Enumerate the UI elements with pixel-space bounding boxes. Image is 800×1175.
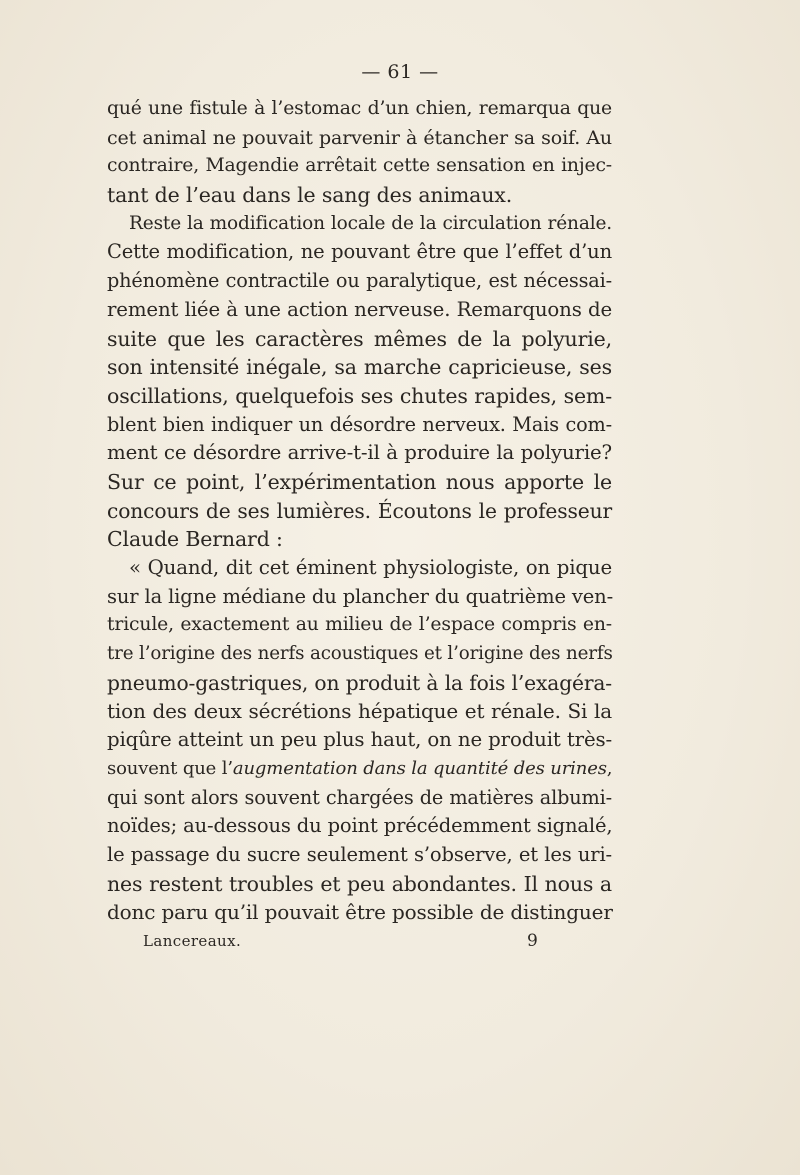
text-line	[107, 325, 612, 354]
text-line-content: concours de ses lumières. Écoutons le professeur	[107, 498, 612, 523]
text-line-content: donc paru qu’il pouvait être possible de distinguer	[107, 900, 613, 925]
text-line	[107, 784, 612, 813]
text-line	[107, 497, 612, 526]
text-line-content: qui sont alors souvent chargées de matières albumi-	[107, 785, 612, 809]
text-line	[107, 525, 612, 554]
text-line-content: piqûre atteint un peu plus haut, on ne produit très-	[107, 728, 612, 752]
text-line-content: contraire, Magendie arrêtait cette sensation en injec-	[107, 155, 612, 177]
text-line	[107, 812, 612, 841]
text-line	[107, 152, 612, 181]
text-line	[107, 124, 612, 153]
text-line-content: Cette modification, ne pouvant être que l’effet d’un	[107, 240, 612, 264]
text-line-content: phénomène contractile ou paralytique, est nécessai-	[107, 269, 612, 293]
text-line-content: Sur ce point, l’expérimentation nous apporte le	[107, 469, 612, 494]
text-line-content: tant de l’eau dans le sang des animaux.	[107, 183, 513, 208]
text-line-content: sur la ligne médiane du plancher du quatrième ven-	[107, 584, 614, 608]
text-line	[107, 181, 612, 210]
text-line-content: oscillations, quelquefois ses chutes rapides, sem-	[107, 383, 612, 408]
text-line	[107, 267, 612, 296]
text-line-content: son intensité inégale, sa marche capricieuse, ses	[107, 355, 612, 380]
text-line	[107, 238, 612, 267]
text-line-content: suite que les caractères mêmes de la polyurie,	[107, 326, 612, 351]
text-line	[107, 95, 612, 124]
text-line	[107, 870, 612, 899]
text-line	[107, 726, 612, 755]
text-line	[107, 554, 612, 583]
text-line-content: Reste la modification locale de la circulation rénale.	[129, 212, 612, 234]
italic-phrase: augmentation dans la quantité des urines	[232, 757, 607, 779]
text-line	[107, 898, 612, 927]
text-line	[107, 697, 612, 726]
text-line-content: nes restent troubles et peu abondantes. Il nous a	[107, 871, 612, 896]
text-line-tail: ,	[606, 757, 613, 779]
text-line	[107, 210, 612, 239]
text-line	[107, 411, 612, 440]
text-line-content: rement liée à une action nerveuse. Remarquons de	[107, 297, 612, 321]
text-line	[107, 296, 612, 325]
text-line-content: tre l’origine des nerfs acoustiques et l’origine des nerfs	[107, 643, 613, 665]
text-line	[107, 439, 612, 468]
text-line	[107, 583, 612, 612]
text-line	[107, 353, 612, 382]
text-line-content: blent bien indiquer un désordre nerveux. Mais com-	[107, 412, 612, 436]
text-line-content: le passage du sucre seulement s’observe, et les uri-	[107, 842, 612, 866]
text-line-content: tricule, exactement au milieu de l’espace compris en-	[107, 614, 612, 636]
text-line-content: pneumo-gastriques, on produit à la fois l’exagéra-	[107, 670, 612, 695]
text-line	[107, 382, 612, 411]
footer-author: Lancereaux.	[143, 932, 242, 950]
text-line	[107, 755, 612, 784]
text-line	[107, 611, 612, 640]
text-line-content: qué une fistule à l’estomac d’un chien, remarqua que	[107, 98, 612, 119]
text-line	[107, 841, 612, 870]
text-line-content: noïdes; au-dessous du point précédemment signalé,	[107, 814, 613, 838]
text-line-content: souvent que l’	[107, 757, 233, 779]
page-footer	[0, 932, 800, 954]
page-number: — 61 —	[361, 61, 439, 83]
text-line-content: Claude Bernard :	[107, 527, 283, 552]
text-line-content: tion des deux sécrétions hépatique et rénale. Si la	[107, 699, 612, 724]
text-line-content: ment ce désordre arrive-t-il à produire la polyurie?	[107, 441, 612, 465]
signature-mark: 9	[527, 931, 538, 951]
text-line	[107, 468, 612, 497]
text-line-content: « Quand, dit cet éminent physiologiste, on pique	[129, 556, 612, 579]
text-line-content: cet animal ne pouvait parvenir à étancher sa soif. Au	[107, 126, 612, 149]
body-text	[107, 95, 612, 927]
text-line	[107, 669, 612, 698]
text-line	[107, 640, 612, 669]
